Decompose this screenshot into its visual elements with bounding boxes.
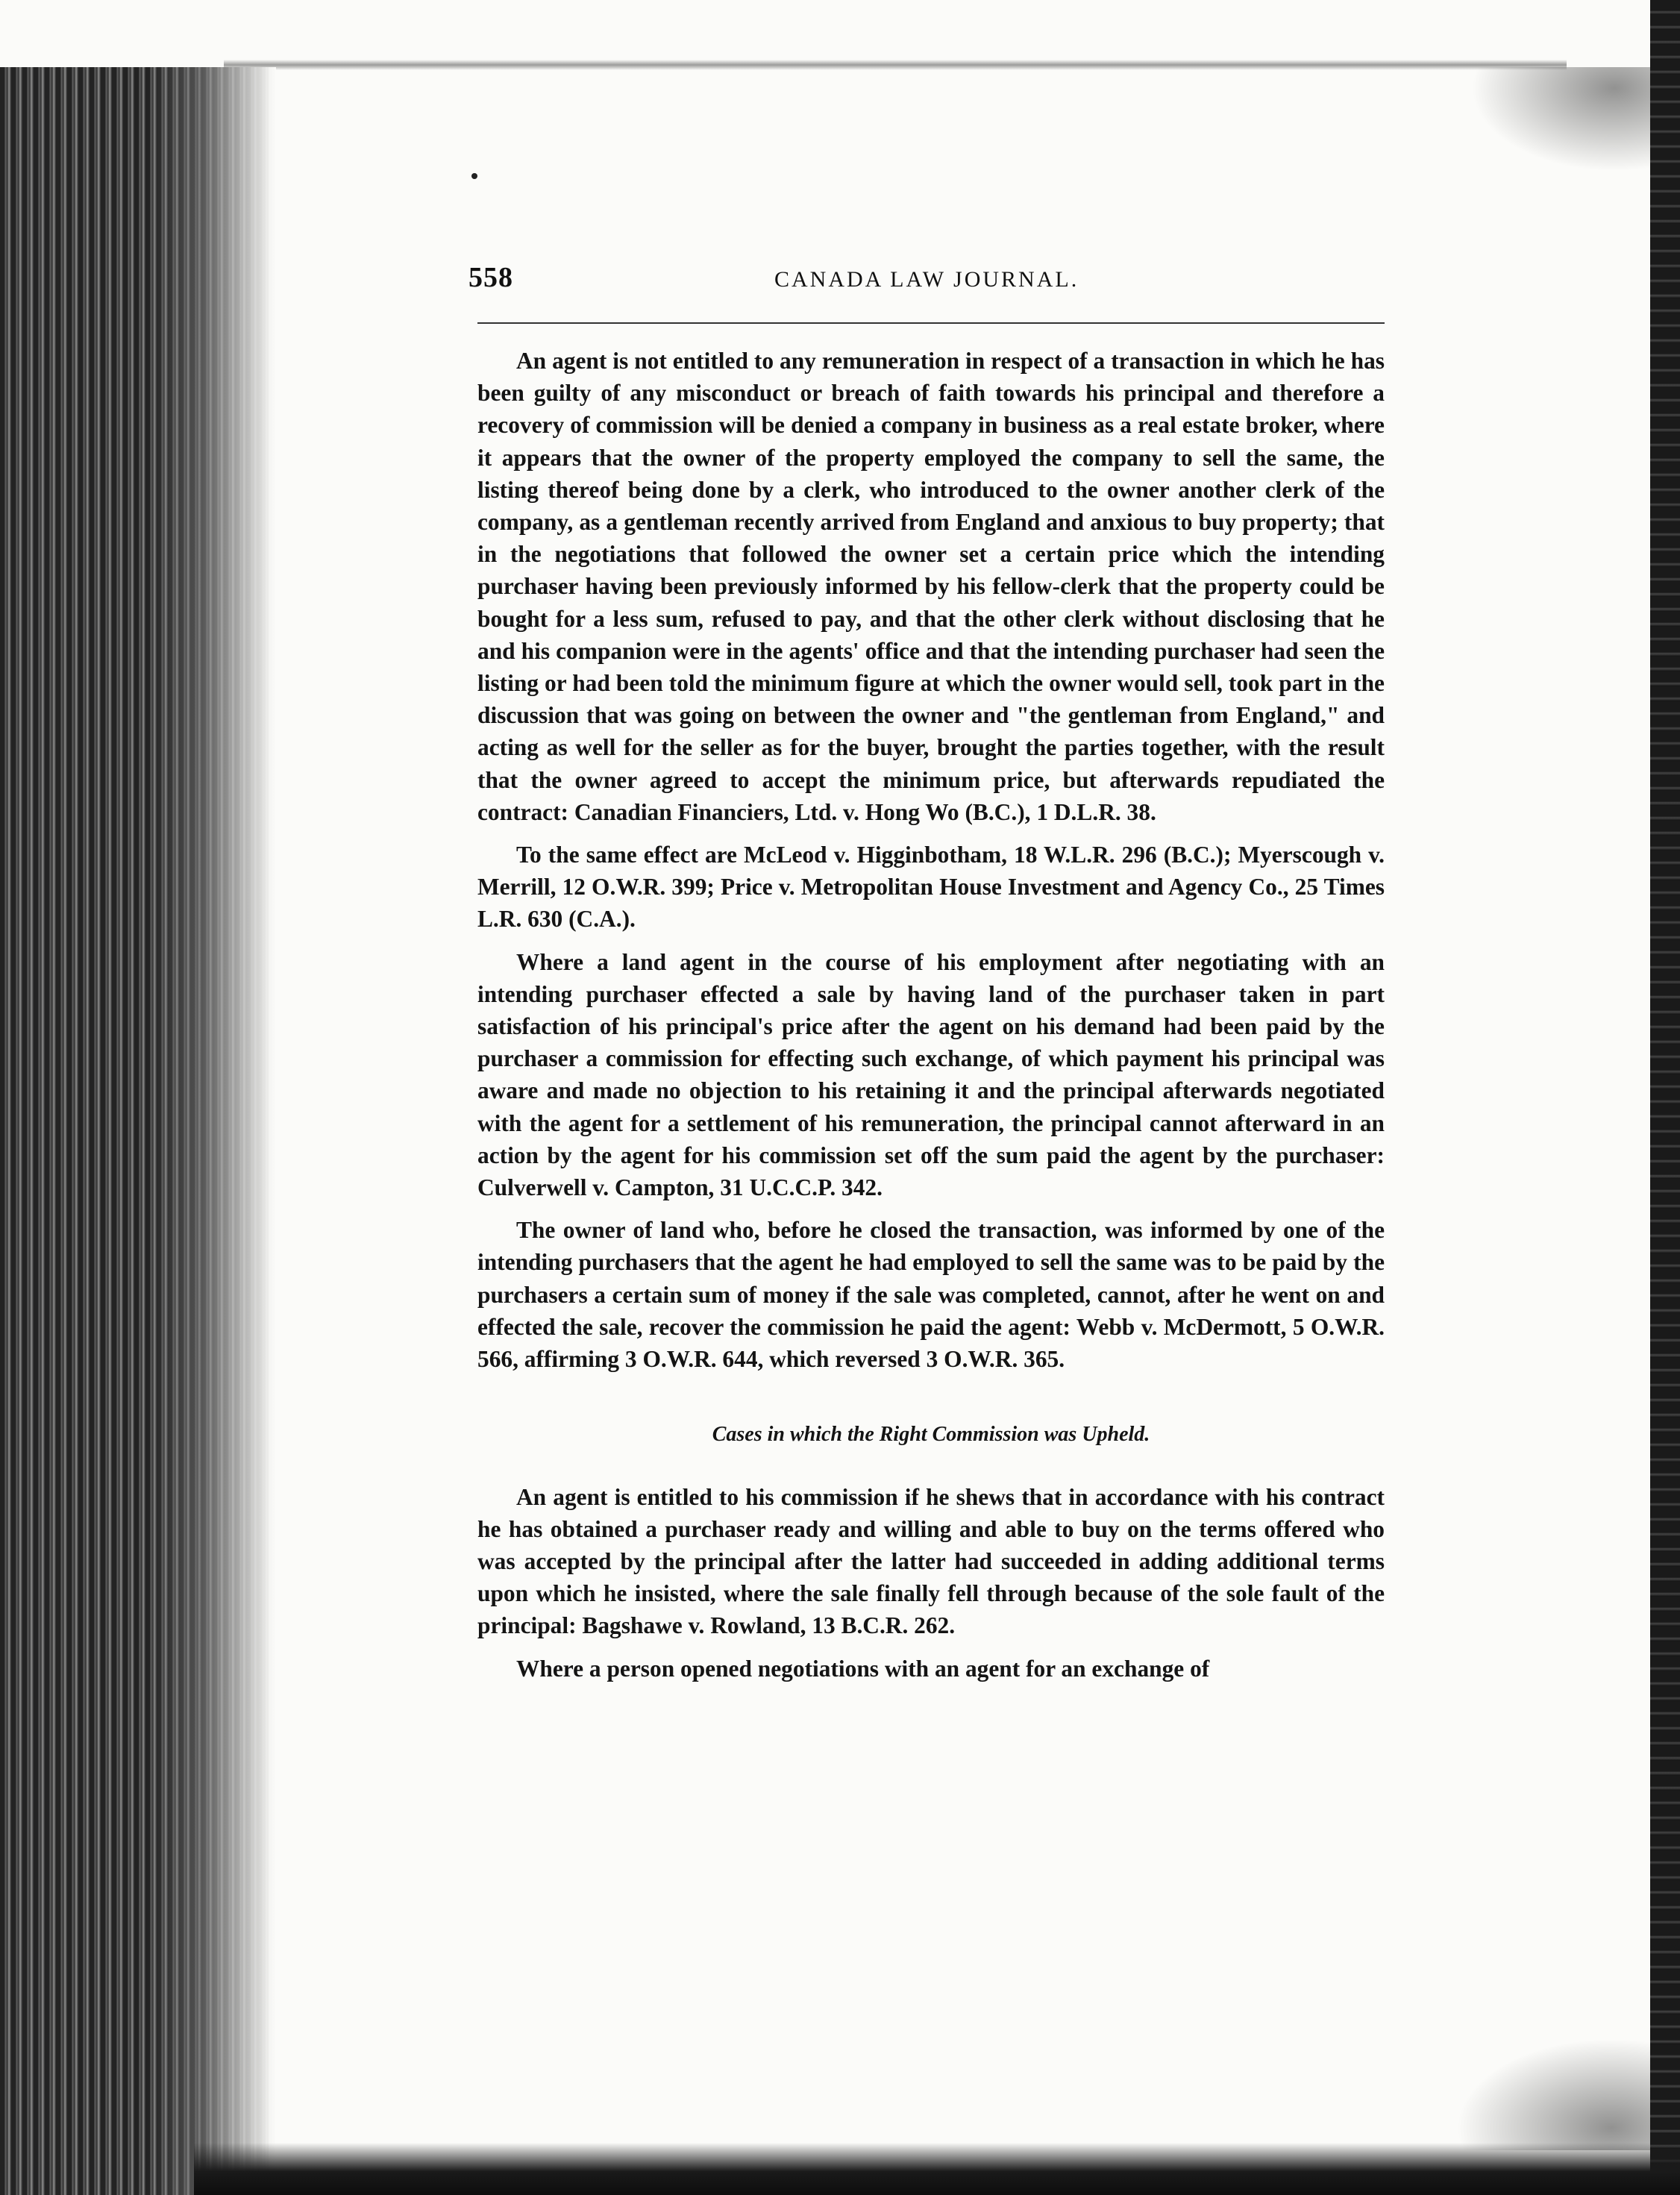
scan-shadow-top (224, 60, 1567, 70)
ink-dot (471, 173, 477, 179)
article-body (477, 345, 1385, 1685)
page-number: 558 (468, 262, 513, 293)
header-rule (477, 322, 1385, 324)
paragraph: Where a land agent in the course of his employment after negotiating with an intending purchaser effected a sale by having land of the purchaser taken in part satisfaction of his principal's price after the agent on his demand had been paid by the purchaser a commission for effecting such exchange, of which payment his principal was aware and made no objection to his retaining it and the principal afterwards negotiated with the agent for a settlement of his remuneration, the principal cannot afterward in an action by the agent for his commission set off the sum paid the agent by the purchaser: Culverwell v. Campton, 31 U.C.C.P. 342. (477, 948, 1385, 1201)
paragraph: An agent is entitled to his commission if he shews that in accordance with his contract he has obtained a purchaser ready and willing and able to buy on the terms offered who was accepted by the principal after the latter had succeeded in adding additional terms upon which he insisted, where the sale finally fell through because of the sole fault of the principal: Bagshawe v. Rowland, 13 B.C.R. 262. (477, 1483, 1385, 1639)
paragraph: Where a person opened negotiations with an agent for an exchange of (516, 1655, 1210, 1682)
paragraph: An agent is not entitled to any remuneration in respect of a transaction in which he has been guilty of any misconduct or breach of faith towards his principal and therefore a recovery of commission will be denied a company in business as a real estate broker, where it appears that the owner of the property employed the company to sell the same, the listing thereof being done by a clerk, who introduced to the owner another clerk of the company, as a gentleman recently arrived from England and anxious to buy property; that in the negotiations that followed the owner set a certain price which the intending purchaser having been previously informed by his fellow-clerk that the property could be bought for a less sum, refused to pay, and that the other clerk without disclosing that he and his companion were in the agents' office and that the intending purchaser had seen the listing or had been told the minimum figure at which the owner would sell, took part in the discussion that was going on between the owner and "the gentleman from England," and acting as well for the seller as for the buyer, brought the parties together, with the result that the owner agreed to accept the minimum price, but afterwards repudiated the contract: Canadian Financiers, Ltd. v. Hong Wo (B.C.), 1 D.L.R. 38. (477, 348, 1385, 825)
page-header (468, 261, 1379, 306)
corner-wear-top-right (1471, 67, 1650, 172)
binding-shadow (149, 67, 276, 2195)
section-heading: Cases in which the Right Commission was Upheld. (712, 1423, 1150, 1447)
paragraph: To the same effect are McLeod v. Higginbotham, 18 W.L.R. 296 (B.C.); Myerscough v. Merrill, 12 O.W.R. 399; Price v. Metropolitan House Investment and Agency Co., 25 Times L.R. 630 (C.A.). (477, 842, 1385, 933)
running-head: CANADA LAW JOURNAL. (774, 267, 1079, 292)
bottom-scan-edge (194, 2143, 1680, 2195)
corner-wear-bottom-right (1456, 2038, 1650, 2150)
paragraph: The owner of land who, before he closed the transaction, was informed by one of the intending purchasers that the agent he had employed to sell the same was to be paid by the purchasers a certain sum of money if the sale was completed, cannot, after he went on and effected the sale, recover the commission he paid the agent: Webb v. McDermott, 5 O.W.R. 566, affirming 3 O.W.R. 644, which reversed 3 O.W.R. 365. (477, 1217, 1385, 1373)
right-scan-edge (1650, 0, 1680, 2195)
